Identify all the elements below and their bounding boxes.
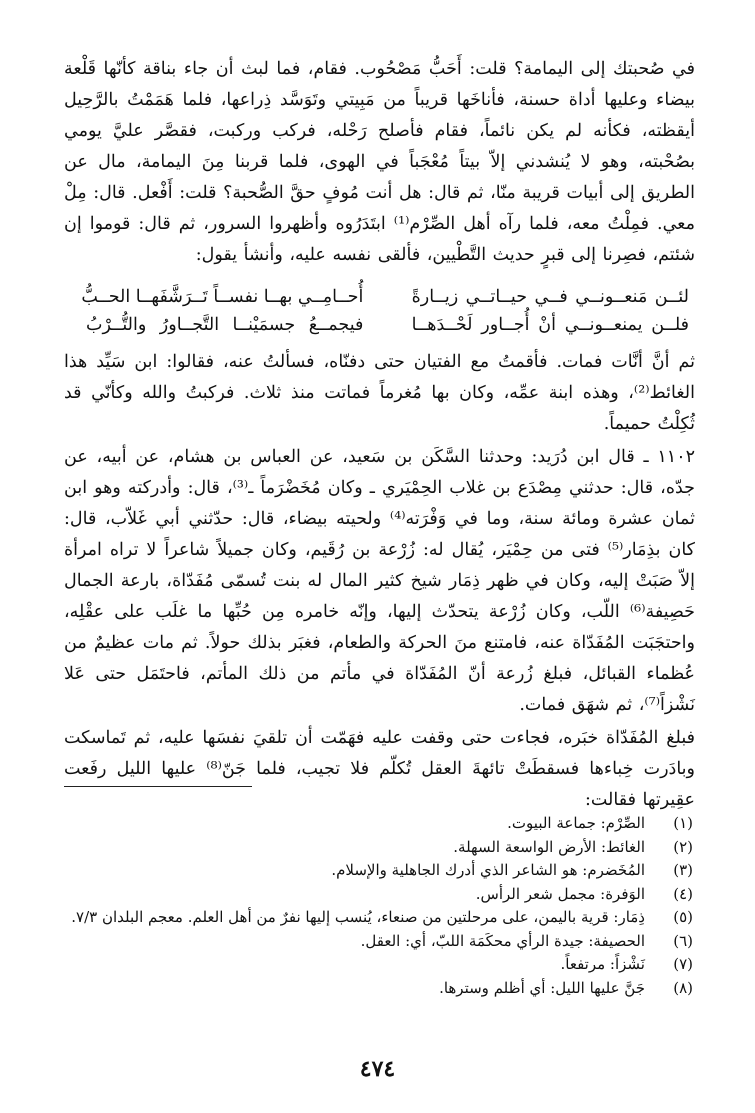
page-number: ٤٧٤ <box>359 1056 396 1082</box>
text-paragraph: فبلغ المُفَدّاة خبَره، فجاءت حتى وقفت عليه فهَمّت أن تلقيَ نفسَها عليه، ثم تَماسكت وبادَرت خِباءها فسقطَتْ تائهةَ العقل تُكلّم فلا تجيب، فلما جَنّ⁽⁸⁾ عليها الليل رفَعت عقِيرتها فقالت: <box>64 728 695 810</box>
text-paragraph: في صُحبتك إلى اليمامة؟ قلت: أَحَبُّ مَصْحُوب. فقام، فما لبث أن جاء بناقة كأنّها قَلْعة بيضاء وعليها أداة حسنة، فأناخَها قريباً من مَبِيتي وتَوَسَّد ذِراعها، فلما هَمَمْتُ بالرَّحِيل أيقظته، فكأنه لم يكن نائماً، فقام فأصلح رَحْله، فركب وركبت، فقصَّر عليَّ يومي بصُحْبته، وهو لا يُنشدني إلاّ بيتاً مُعْجَباً في الهوى، فلما قربنا مِنَ اليمامة، مال عن الطريق إلى أبيات قريبة منّا، ثم قال: هل أنت مُوفٍ حقَّ الصُّحبة؟ قلت: أَفْعل. قال: مِلْ معي. فمِلْتُ معه، فلما رآه أهل الصِّرْم⁽¹⁾ ابتَدَرُوه وأظهروا السرور، ثم قال: قوموا إن شئتم، فصِرنا إلى قبرٍ حديث التَّطْيين، فألقى نفسه عليه، وأنشأ يقول: <box>64 59 695 265</box>
poem <box>64 283 695 339</box>
poem-hemistich-second: فيجمــعُ جسمَيْنــا التَّجــاورُ والتُّــرْبُ <box>86 315 364 335</box>
footnote-number: (٤) <box>673 884 693 903</box>
footnote-text: الغائط: الأرض الواسعة السهلة. <box>453 837 645 856</box>
footnote <box>63 836 693 860</box>
footnote <box>63 906 693 930</box>
footnote-number: (٧) <box>673 955 693 973</box>
poem-hemistich-first: لئــن مَنعــونــي فــي حيــاتــي زيــارةً <box>411 287 689 307</box>
footnote <box>63 977 693 1001</box>
footnote-text: جَنَّ عليها الليل: أي أظلم وسترها. <box>439 978 645 997</box>
footnote-text: نَشْزاً: مرتفعاً. <box>560 955 645 973</box>
poem-hemistich-first: فلــن يمنعــونــي أنْ أُجــاور لَحْــدَهــا <box>411 315 689 335</box>
footnote-number: (٦) <box>673 931 693 950</box>
footnote <box>63 930 693 954</box>
footnote-number: (٥) <box>673 908 693 926</box>
footnote-number: (٣) <box>673 861 693 879</box>
footnote-text: الحصيفة: جيدة الرأي محكَمَة اللبّ، أي: العقل. <box>360 931 645 950</box>
text-paragraph-numbered: ١١٠٢ ـ قال ابن دُرَيد: وحدثنا السَّكَن بن سَعيد، عن العباس بن هشام، عن أبيه، عن جدّه، قال: حدثني مِصْدَع بن غلاب الحِمْيَري ـ وكان مُخَضْرَماً ـ⁽³⁾، قال: وأدركته وهو ابن ثمان عشرة ومائة سنة، وما في وَفْرَته⁽⁴⁾ ولحيته بيضاء، قال: حدّثني أبي غَلاّب، قال: كان بذِمَار⁽⁵⁾ فتى من حِمْيَر، يُقال له: زُرْعة بن رُقَيم، وكان جميلاً شاعراً لا تراه امرأة إلاّ صَبَتْ إليه، وكان في ظهر ذِمَار شيخ كثير المال له بنت تُسمّى مُفَدّاة، بارعة الجمال حَصِيفة⁽⁶⁾ اللّب، وكان زُرْعة يتحدّث إليها، وإنّه خامره مِن حُبِّها ما غلَب على عقْلِه، واحتجَبَت المُفَدّاة عنه، فامتنع منَ الحركة والطعام، فغبَر بذلك حولاً. ثم مات عظيمٌ من عُظماء القبائل، فبلغ زُرعة أنّ المُفَدّاة في مأتم من ذلك المأتم، فاحتَمَل حتى عَلا نَشْزاً⁽⁷⁾، ثم شهَق فمات. <box>64 447 695 715</box>
footnote-text: ذِمَار: قرية باليمن، على مرحلتين من صنعاء، يُنسب إليها نفرٌ من أهل العلم. معجم البلدان ٧/٣. <box>71 908 645 926</box>
footnote <box>63 953 693 977</box>
footnote <box>63 859 693 883</box>
poem-verse <box>64 311 695 339</box>
poem-hemistich-second: أُحــامِــي بهــا نفســاً تَــرَشَّفَهــا الحــبُّ <box>81 287 364 307</box>
footnote-text: المُخَضرم: هو الشاعر الذي أدرك الجاهلية والإسلام. <box>331 861 645 879</box>
footnote-text: الصِّرْم: جماعة البيوت. <box>507 814 645 832</box>
footnote-separator <box>64 786 252 787</box>
footnote-text: الوَفرة: مجمل شعر الرأس. <box>475 884 645 903</box>
footnotes <box>63 812 693 1000</box>
poem-verse <box>64 283 695 311</box>
footnote-number: (١) <box>673 814 693 832</box>
text-paragraph: ثم أنَّ أنَّات فمات. فأقمتُ مع الفتيان حتى دفنّاه، فسألتُ عنه، فقالوا: ابن سَيِّد هذا الغائط⁽²⁾، وهذه ابنة عمِّه، وكان بها مُغرماً فماتت منذ ثلاث. فركبتُ والله وكأنّي قد ثُكِلْتُ حميماً. <box>64 352 695 434</box>
footnote <box>63 812 693 836</box>
footnote <box>63 883 693 907</box>
footnote-number: (٨) <box>673 978 693 997</box>
footnote-number: (٢) <box>673 837 693 856</box>
